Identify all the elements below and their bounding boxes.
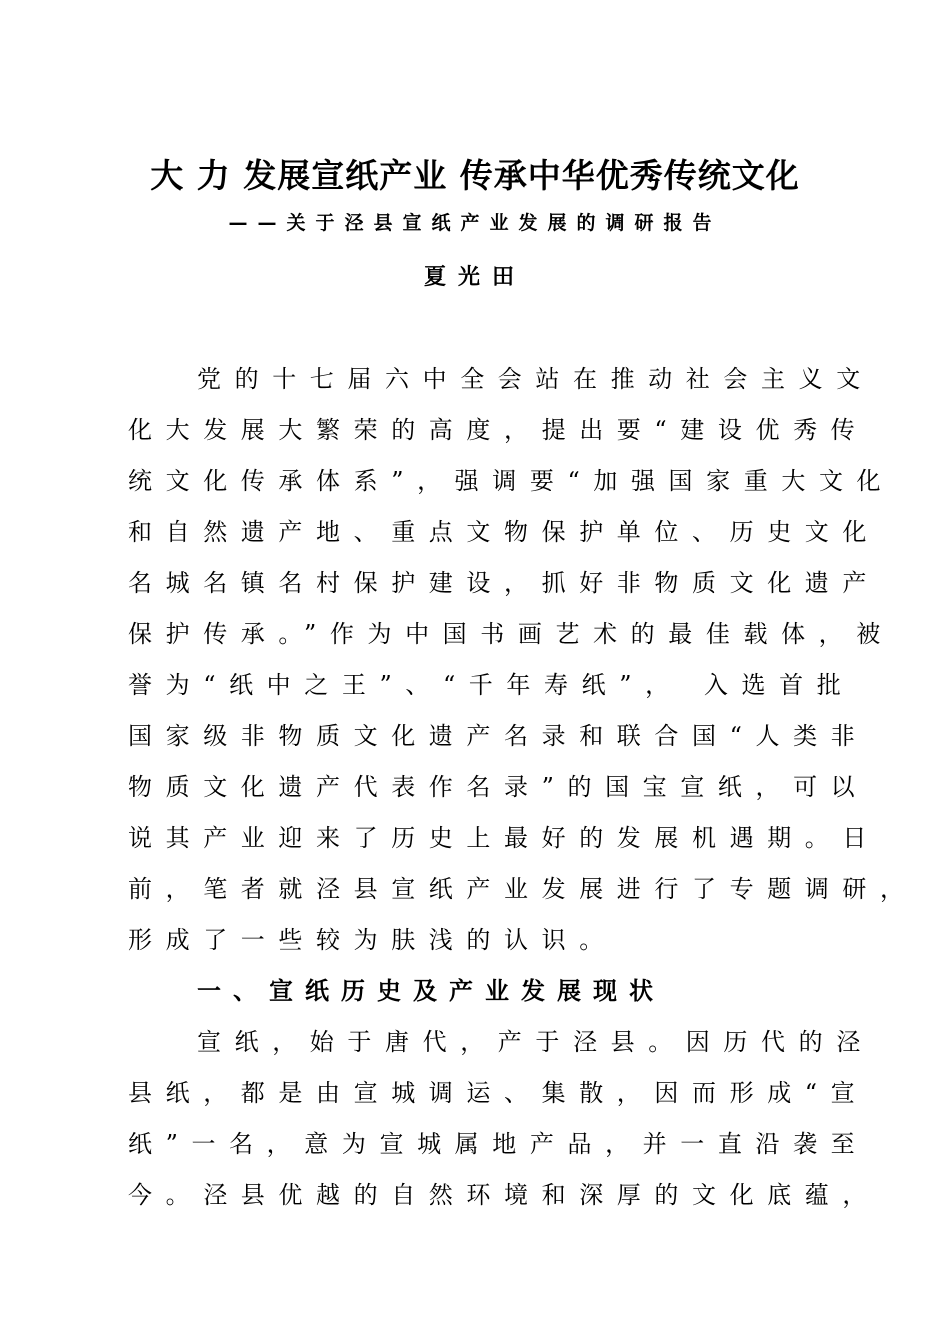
- paragraph-line: 县纸，都是由宣城调运、集散，因而形成“宣: [128, 1079, 869, 1107]
- document-title: 大 力 发展宣纸产业 传承中华优秀传统文化: [150, 156, 800, 195]
- paragraph-line: 誉为“纸中之王”、“千年寿纸”， 入选首批: [128, 671, 855, 699]
- paragraph-line: 化大发展大繁荣的高度，提出要“建设优秀传: [128, 416, 869, 444]
- paragraph-line: 物质文化遗产代表作名录”的国宝宣纸，可以: [128, 773, 869, 801]
- document-author: 夏光田: [423, 265, 526, 290]
- paragraph-line: 前，笔者就泾县宣纸产业发展进行了专题调研，: [128, 875, 918, 903]
- paragraph-line: 和自然遗产地、重点文物保护单位、历史文化: [128, 518, 880, 546]
- paragraph-line: 国家级非物质文化遗产名录和联合国“人类非: [128, 722, 869, 750]
- paragraph-line: 说其产业迎来了历史上最好的发展机遇期。日: [128, 824, 880, 852]
- paragraph-line: 名城名镇名村保护建设，抓好非物质文化遗产: [128, 569, 880, 597]
- paragraph-line: 今。泾县优越的自然环境和深厚的文化底蕴，: [128, 1181, 880, 1209]
- paragraph-line: 保护传承。”作为中国书画艺术的最佳载体，被: [128, 620, 894, 648]
- document-subtitle: ——关于泾县宣纸产业发展的调研报告: [228, 212, 722, 234]
- paragraph-line: 统文化传承体系”，强调要“加强国家重大文化: [128, 467, 895, 495]
- paragraph-line: 形成了一些较为肤浅的认识。: [128, 926, 617, 954]
- paragraph-line: 党的十七届六中全会站在推动社会主义文: [197, 365, 874, 393]
- paragraph-line: 宣纸，始于唐代，产于泾县。因历代的泾: [197, 1028, 874, 1056]
- paragraph-line: 纸”一名，意为宣城属地产品，并一直沿袭至: [128, 1130, 869, 1158]
- section-heading: 一、宣纸历史及产业发展现状: [197, 977, 665, 1005]
